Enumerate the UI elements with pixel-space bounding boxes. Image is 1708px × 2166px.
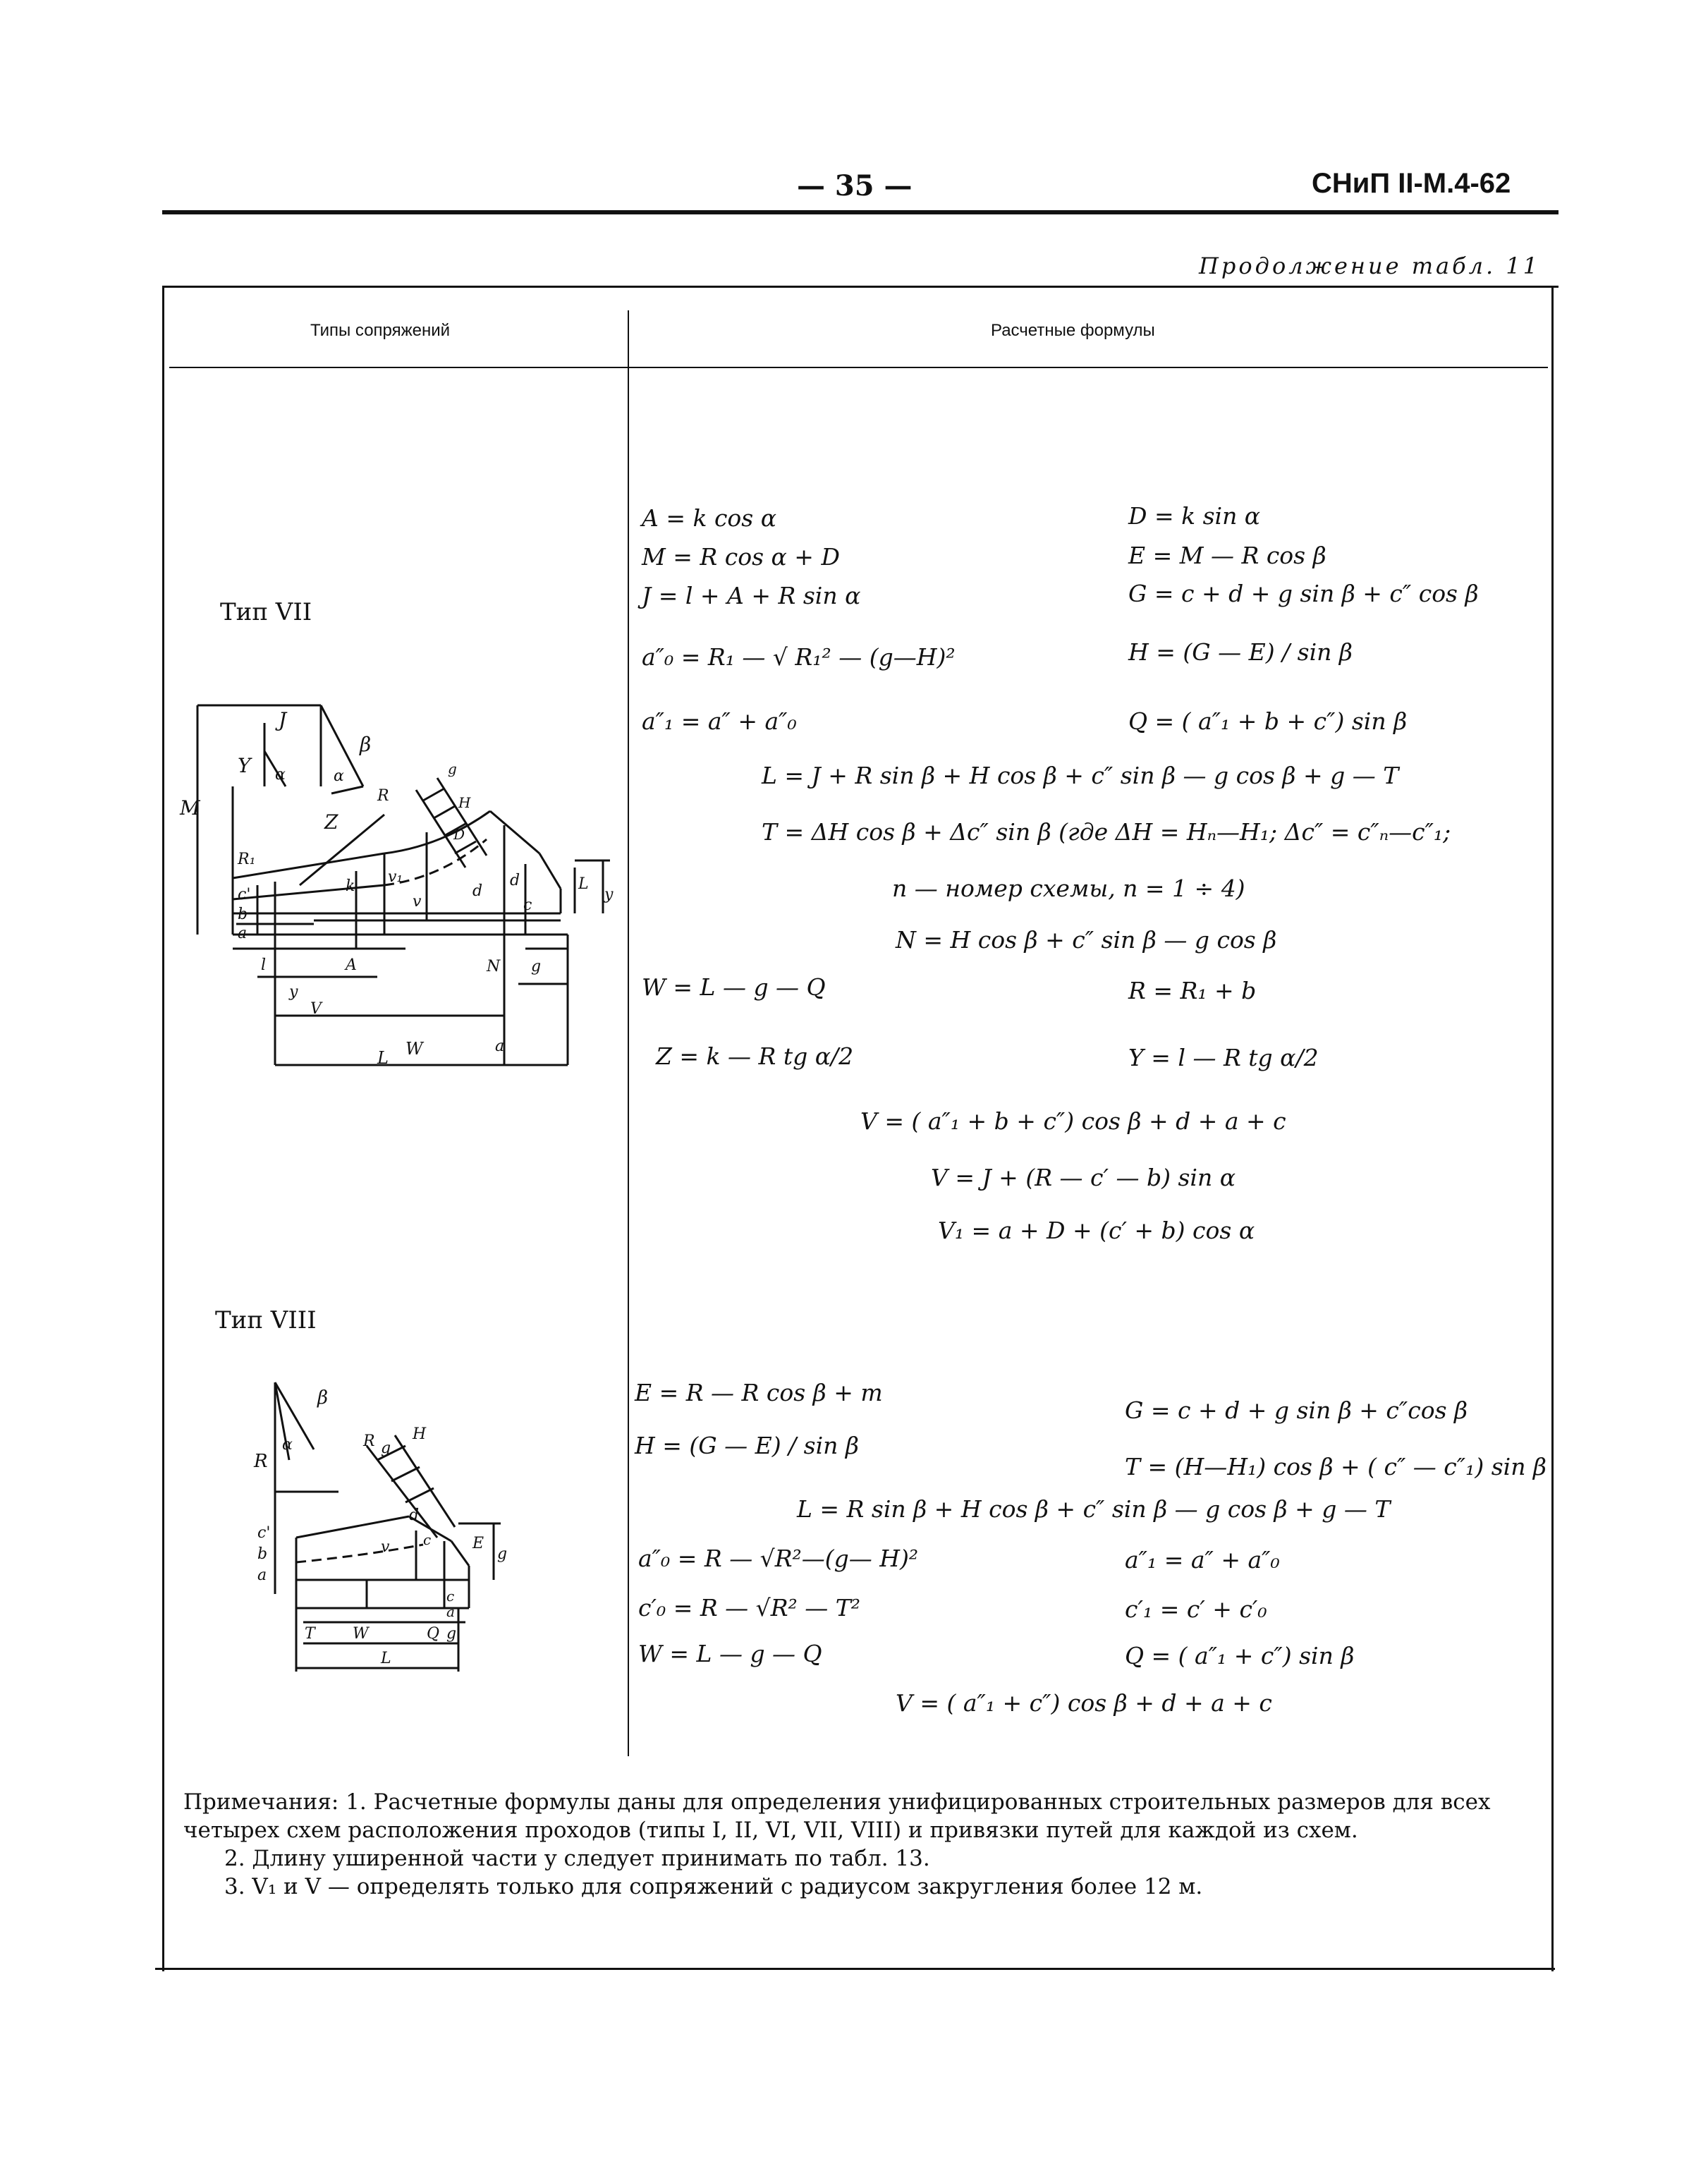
type-viii-diagram [212, 1368, 578, 1693]
diag7-label-M: M [180, 796, 200, 820]
t7-formula-R: R = R₁ + b [1128, 977, 1257, 1004]
t7-formula-Y: Y = l — R tg α/2 [1128, 1044, 1319, 1071]
table-continuation: Продолжение табл. 11 [1199, 253, 1541, 279]
t7-formula-V2: V = J + (R — c′ — b) sin α [931, 1164, 1236, 1191]
table-top-border [162, 286, 1558, 288]
t8-formula-Q: Q = ( a″₁ + c″) sin β [1125, 1642, 1355, 1669]
t7-formula-M: M = R cos α + D [642, 543, 840, 571]
diag7-label-R: R [377, 787, 389, 805]
diag7-label-c: c [523, 896, 532, 914]
diag7-label-Z: Z [324, 810, 338, 834]
header-rule [162, 210, 1558, 214]
t7-formula-L: L = J + R sin β + H cos β + c″ sin β — g cos β + g — T [762, 762, 1399, 789]
diag8-label-R-2: R [363, 1432, 375, 1450]
diag8-label-T: T [305, 1625, 315, 1643]
diag7-label-y-2: y [604, 886, 614, 903]
diag8-label-a: a [257, 1566, 267, 1584]
t7-formula-J: J = l + A + R sin α [642, 582, 861, 609]
table-right-border [1551, 286, 1554, 1971]
diag7-label-a: a [238, 925, 248, 942]
diag7-label-v1: v₁ [388, 868, 403, 886]
diag7-label-c-prime: c' [238, 886, 251, 903]
t7-formula-T: T = ΔH cos β + Δc″ sin β (где ΔH = Hₙ—H₁; Δc″ = c″ₙ—c″₁; [762, 818, 1451, 846]
diag8-label-v: v [381, 1538, 390, 1556]
type-vii-diagram [173, 695, 624, 1076]
diag8-label-a-2: a [446, 1603, 455, 1620]
diag8-label-b: b [257, 1545, 268, 1563]
diag7-label-y: y [289, 983, 298, 1001]
t8-formula-G: G = c + d + g sin β + c″cos β [1125, 1397, 1468, 1424]
diag7-label-H: H [458, 794, 471, 811]
t7-formula-Q: Q = ( a″₁ + b + c″) sin β [1128, 707, 1408, 735]
diag7-label-L: L [377, 1048, 389, 1068]
diag7-label-Y: Y [238, 754, 251, 777]
t7-formula-A: A = k cos α [642, 504, 777, 532]
diag7-label-alpha: α [275, 766, 286, 784]
t8-formula-L: L = R sin β + H cos β + c″ sin β — g cos β + g — T [797, 1495, 1391, 1523]
note-2: 2. Длину уширенной части y следует принимать по табл. 13. [224, 1846, 930, 1871]
diag8-label-E: E [472, 1535, 484, 1552]
t8-formula-a1: a″₁ = a″ + a″₀ [1125, 1546, 1280, 1574]
diag8-label-d: d [409, 1507, 420, 1524]
diag7-label-d-2: d [510, 872, 520, 889]
t7-formula-H: H = (G — E) / sin β [1128, 638, 1353, 666]
diag7-label-N: N [487, 958, 501, 975]
diag7-label-alpha-2: α [334, 767, 344, 785]
column-header-types: Типы сопряжений [310, 321, 451, 340]
t7-formula-D: D = k sin α [1128, 502, 1261, 530]
diag7-label-v: v [413, 893, 422, 911]
note-1: Примечания: 1. Расчетные формулы даны для определения унифицированных строительных размеров для всех четырех схем расположения проходов (типы I, II, VI, VII, VIII) и привязки путей для каждой из схем. [183, 1789, 1491, 1843]
t7-formula-V1: V = ( a″₁ + b + c″) cos β + d + a + c [860, 1107, 1286, 1135]
diag7-label-V: V [310, 1000, 322, 1018]
diag7-label-J: J [279, 708, 287, 731]
diag7-label-g-2: g [448, 760, 457, 777]
t7-formula-V3: V₁ = a + D + (c′ + b) cos α [938, 1217, 1255, 1244]
diag7-label-W: W [405, 1039, 423, 1059]
t8-formula-W: W = L — g — Q [638, 1640, 822, 1667]
diag8-label-c: c [423, 1531, 432, 1548]
diag8-label-c-2: c [446, 1588, 455, 1605]
t7-formula-G: G = c + d + g sin β + c″ cos β [1128, 580, 1479, 607]
table-header-rule [169, 367, 1548, 368]
t7-formula-a1: a″₁ = a″ + a″₀ [642, 707, 797, 735]
t8-formula-c1: c′₁ = c′ + c′₀ [1125, 1595, 1267, 1623]
notes-block [183, 1788, 1537, 1901]
diag7-label-k: k [346, 877, 355, 895]
diag8-label-c-prime: c' [257, 1524, 271, 1542]
diag7-label-b: b [238, 906, 248, 923]
table-bottom-border [155, 1968, 1555, 1970]
diag7-label-L-2: L [578, 875, 589, 893]
type-vii-label: Тип VII [220, 598, 312, 626]
diag7-label-a-2: a [495, 1038, 505, 1055]
diag8-label-g-3: g [446, 1625, 457, 1643]
table-left-border [162, 286, 164, 1971]
t8-formula-V: V = ( a″₁ + c″) cos β + d + a + c [896, 1689, 1272, 1717]
diag8-label-R: R [254, 1451, 268, 1472]
column-header-formulas: Расчетные формулы [991, 321, 1155, 340]
diag8-label-alpha: α [282, 1436, 293, 1454]
diag8-label-g-2: g [497, 1545, 508, 1563]
diag8-label-beta: β [317, 1387, 329, 1408]
diag8-label-L: L [381, 1650, 391, 1667]
diag8-label-Q: Q [427, 1625, 440, 1643]
t7-formula-n: n — номер схемы, n = 1 ÷ 4) [892, 875, 1245, 902]
document-code: СНиП II-М.4-62 [1312, 168, 1511, 199]
t7-formula-Z: Z = k — R tg α/2 [656, 1042, 854, 1070]
diag8-label-W: W [353, 1625, 369, 1643]
t7-formula-W: W = L — g — Q [642, 973, 826, 1001]
diag7-label-l: l [261, 956, 267, 974]
diag7-label-R1: R₁ [238, 851, 256, 868]
t8-formula-E: E = R — R cos β + m [635, 1379, 883, 1406]
type-viii-label: Тип VIII [215, 1306, 317, 1334]
diag7-label-beta: β [360, 733, 372, 756]
t8-formula-H: H = (G — E) / sin β [635, 1432, 859, 1459]
t7-formula-E: E = M — R cos β [1128, 542, 1326, 569]
t7-formula-a0: a″₀ = R₁ — √ R₁² — (g—H)² [642, 643, 956, 671]
diag8-label-H: H [413, 1425, 427, 1443]
t8-formula-T: T = (H—H₁) cos β + ( c″ — c″₁) sin β [1125, 1453, 1547, 1480]
diag7-label-A: A [346, 956, 357, 974]
diag7-label-g: g [531, 958, 542, 975]
diag8-label-g: g [381, 1440, 391, 1457]
page-number: — 35 — [797, 169, 913, 202]
t8-formula-a0: a″₀ = R — √R²—(g— H)² [638, 1545, 919, 1572]
table-column-divider [628, 310, 629, 1756]
t8-formula-c0: c′₀ = R — √R² — T² [638, 1594, 860, 1622]
diag7-label-d: d [472, 882, 483, 900]
diag7-label-D: D [453, 826, 465, 843]
note-3: 3. V₁ и V — определять только для сопряжений с радиусом закругления более 12 м. [224, 1874, 1203, 1899]
t7-formula-N: N = H cos β + c″ sin β — g cos β [896, 926, 1277, 954]
